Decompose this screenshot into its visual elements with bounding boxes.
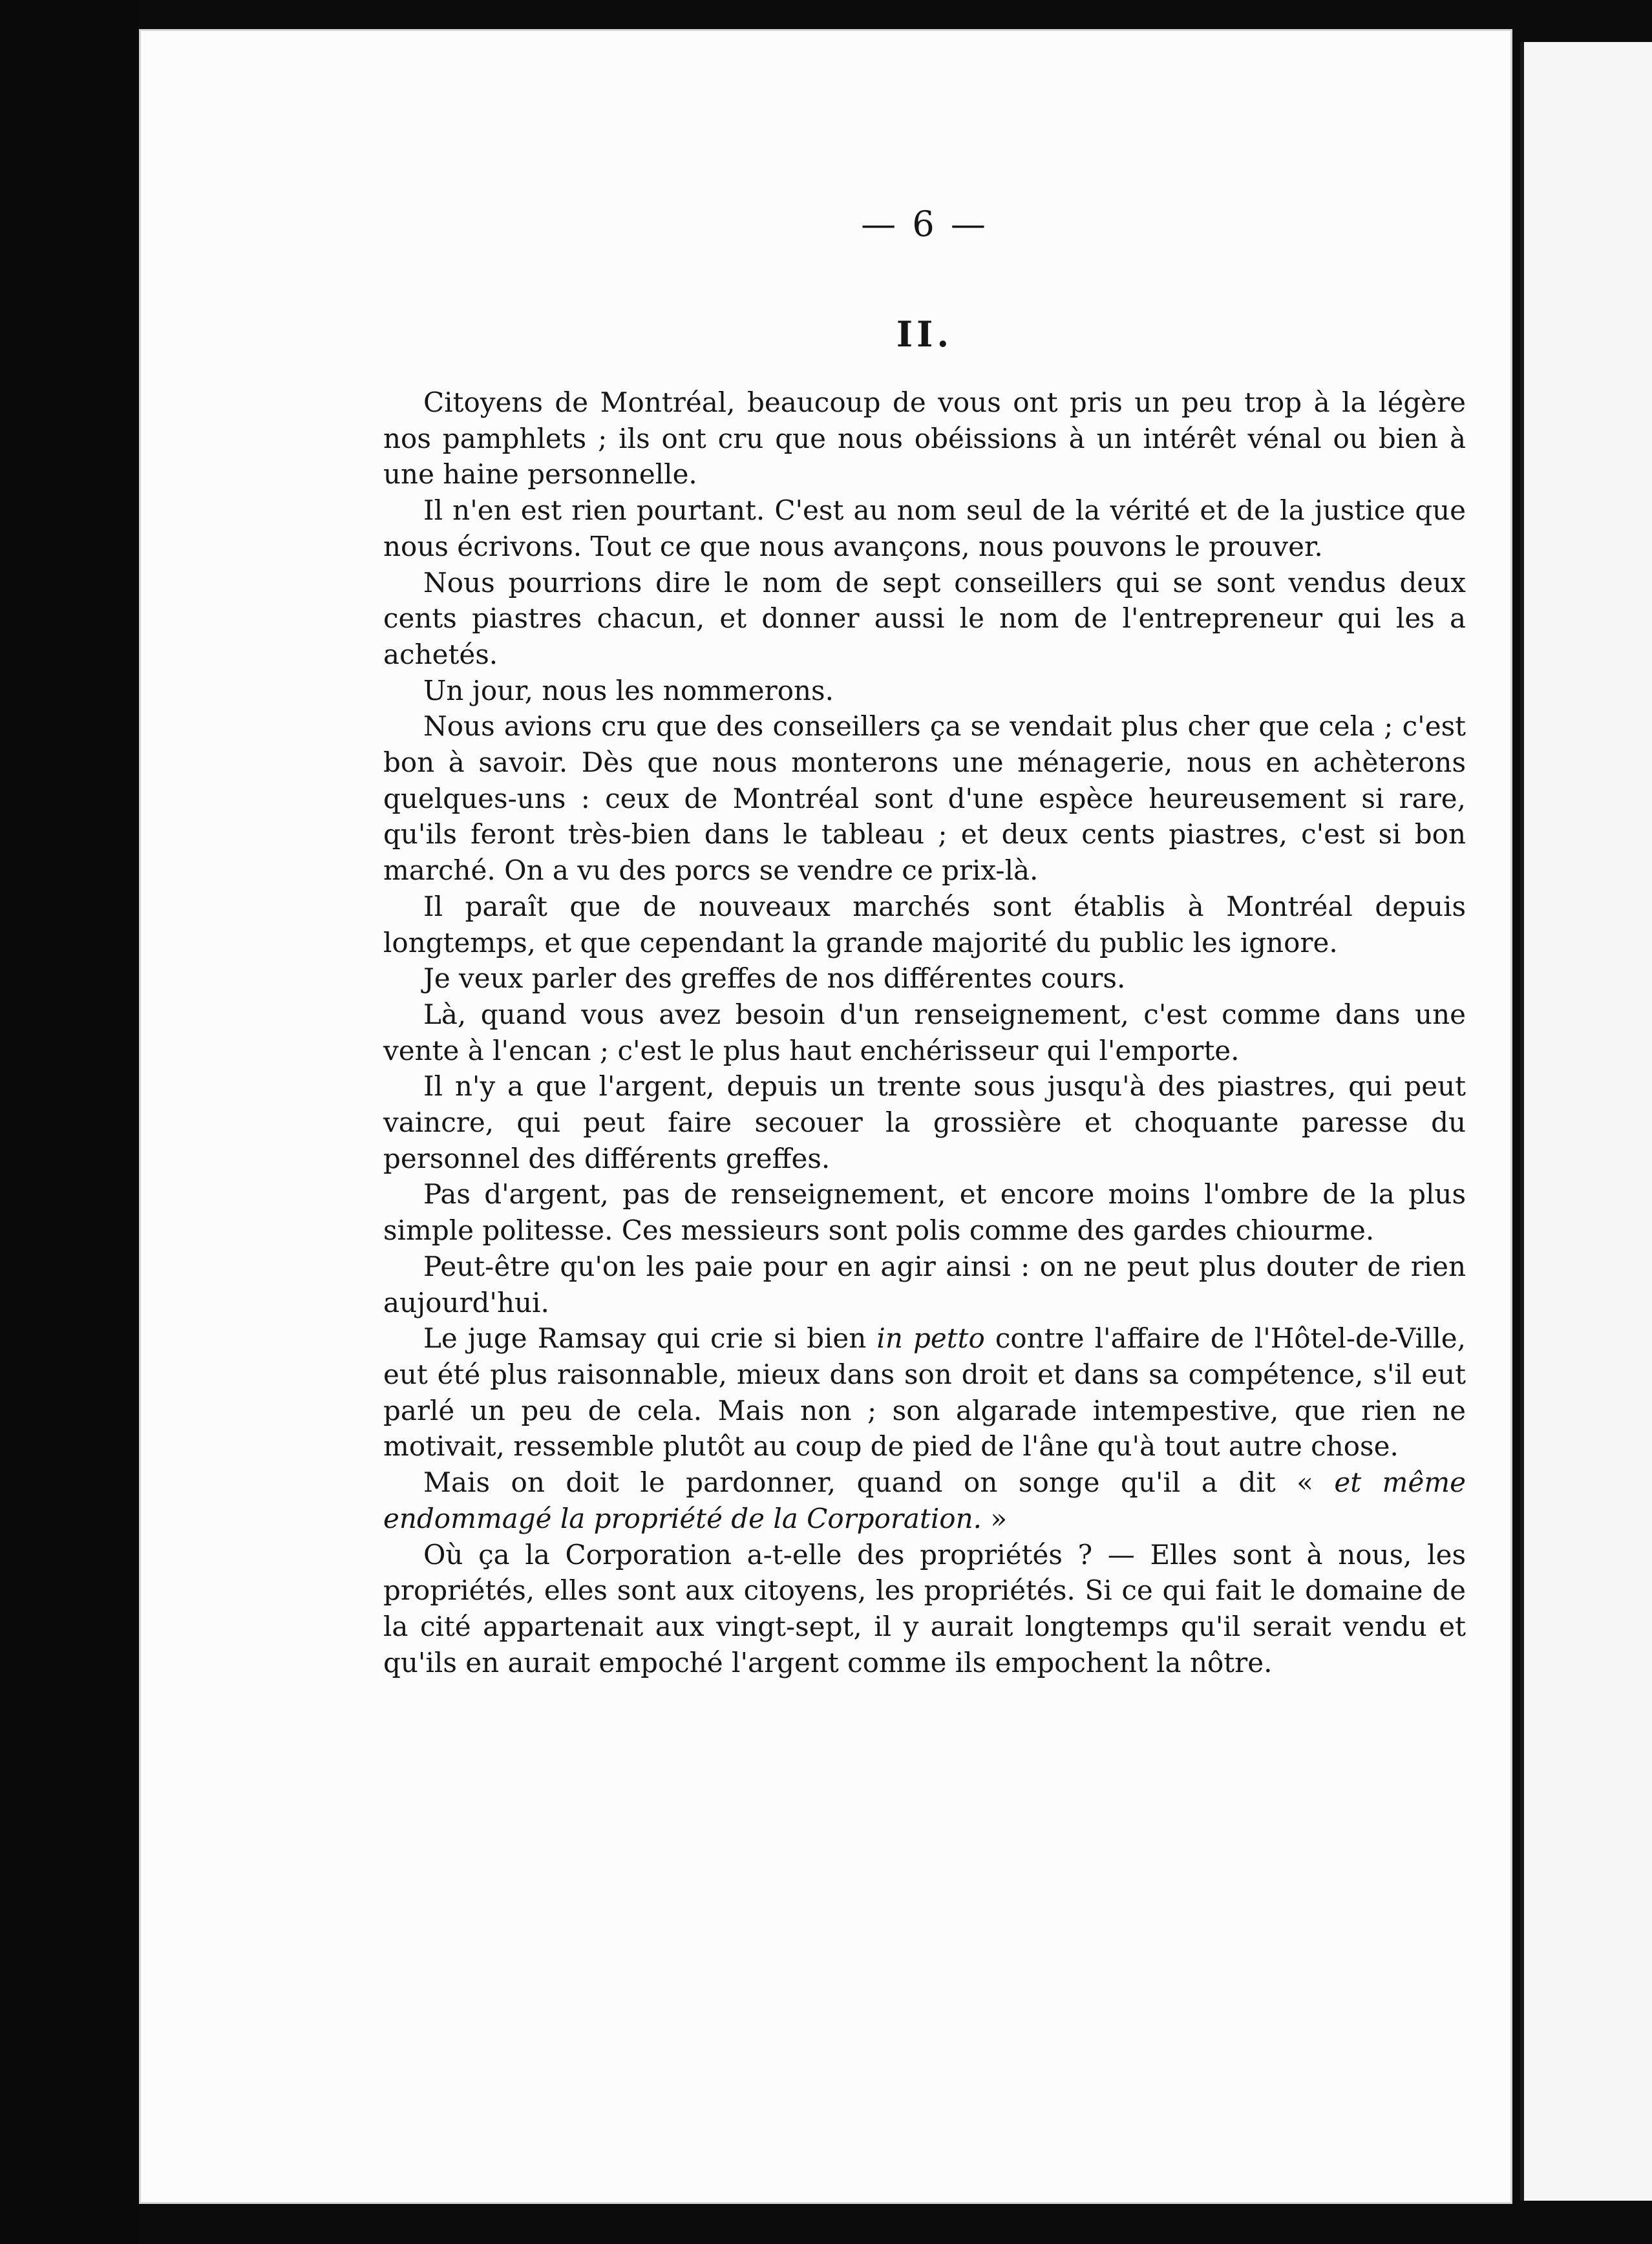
paragraph: Citoyens de Montréal, beaucoup de vous ont pris un peu trop à la légère nos pamphlets ; ils ont cru que nous obéissions à un intérêt vénal ou bien à une haine personnelle.: [383, 386, 1466, 491]
paragraph: [383, 1320, 1466, 1465]
scan-background-left: [0, 0, 139, 2244]
paragraph: Il n'y a que l'argent, depuis un trente sous jusqu'à des piastres, qui peut vaincre, qui peut faire secouer la grossière et choquante paresse du personnel des différents greffes.: [383, 1070, 1466, 1174]
paragraph: Un jour, nous les nommerons.: [423, 674, 834, 706]
body-text: [383, 385, 1466, 1680]
paragraph: [383, 1465, 1466, 1536]
paragraph: Je veux parler des greffes de nos différentes cours.: [423, 962, 1126, 995]
paragraph-text: Mais on doit le pardonner, quand on songe qu'il a dit «: [423, 1466, 1335, 1499]
paragraph: Nous pourrions dire le nom de sept conseillers qui se sont vendus deux cents piastres chacun, et donner aussi le nom de l'entrepreneur qui les a achetés.: [383, 566, 1466, 670]
paragraph-text: Le juge Ramsay qui crie si bien: [423, 1322, 877, 1355]
adjacent-page-edge: [1520, 42, 1652, 2201]
section-heading: II.: [896, 313, 953, 355]
italic-phrase: in petto: [876, 1322, 985, 1355]
italic-quote: et même endommagé la propriété de la Corporation.: [383, 1466, 1466, 1534]
paragraph: Peut-être qu'on les paie pour en agir ainsi : on ne peut plus douter de rien aujourd'hui.: [383, 1250, 1466, 1318]
paragraph: Il paraît que de nouveaux marchés sont établis à Montréal depuis longtemps, et que cependant la grande majorité du public les ignore.: [383, 890, 1466, 958]
paragraph: Où ça la Corporation a-t-elle des propriétés ? — Elles sont à nous, les propriétés, elles sont aux citoyens, les propriétés. Si ce qui fait le domaine de la cité appartenait aux vingt-sept, il y aurait longtemps qu'il serait vendu et qu'ils en aurait empoché l'argent comme ils empochent la nôtre.: [383, 1538, 1466, 1678]
document-page: [139, 29, 1512, 2204]
paragraph: Il n'en est rien pourtant. C'est au nom seul de la vérité et de la justice que nous écrivons. Tout ce que nous avançons, nous pouvons le prouver.: [383, 494, 1466, 562]
paragraph-text: contre l'affaire de l'Hôtel-de-Ville, eut été plus raisonnable, mieux dans son droit et dans sa compétence, s'il eut parlé un peu de cela. Mais non ; son algarade intempestive, que rien ne motivait, ressemble plutôt au coup de pied de l'âne qu'à tout autre chose.: [383, 1322, 1466, 1463]
paragraph: Là, quand vous avez besoin d'un renseignement, c'est comme dans une vente à l'encan ; c'est le plus haut enchérisseur qui l'emporte.: [383, 998, 1466, 1066]
paragraph: Pas d'argent, pas de renseignement, et encore moins l'ombre de la plus simple politesse. Ces messieurs sont polis comme des gardes chiourme.: [383, 1178, 1466, 1247]
paragraph: Nous avions cru que des conseillers ça se vendait plus cher que cela ; c'est bon à savoir. Dès que nous monterons une ménagerie, nous en achèterons quelques-uns : ceux de Montréal sont d'une espèce heureusement si rare, qu'ils feront très-bien dans le tableau ; et deux cents piastres, c'est si bon marché. On a vu des porcs se vendre ce prix-là.: [383, 710, 1466, 887]
page-number: — 6 —: [861, 204, 988, 244]
paragraph-text: »: [981, 1502, 1008, 1534]
